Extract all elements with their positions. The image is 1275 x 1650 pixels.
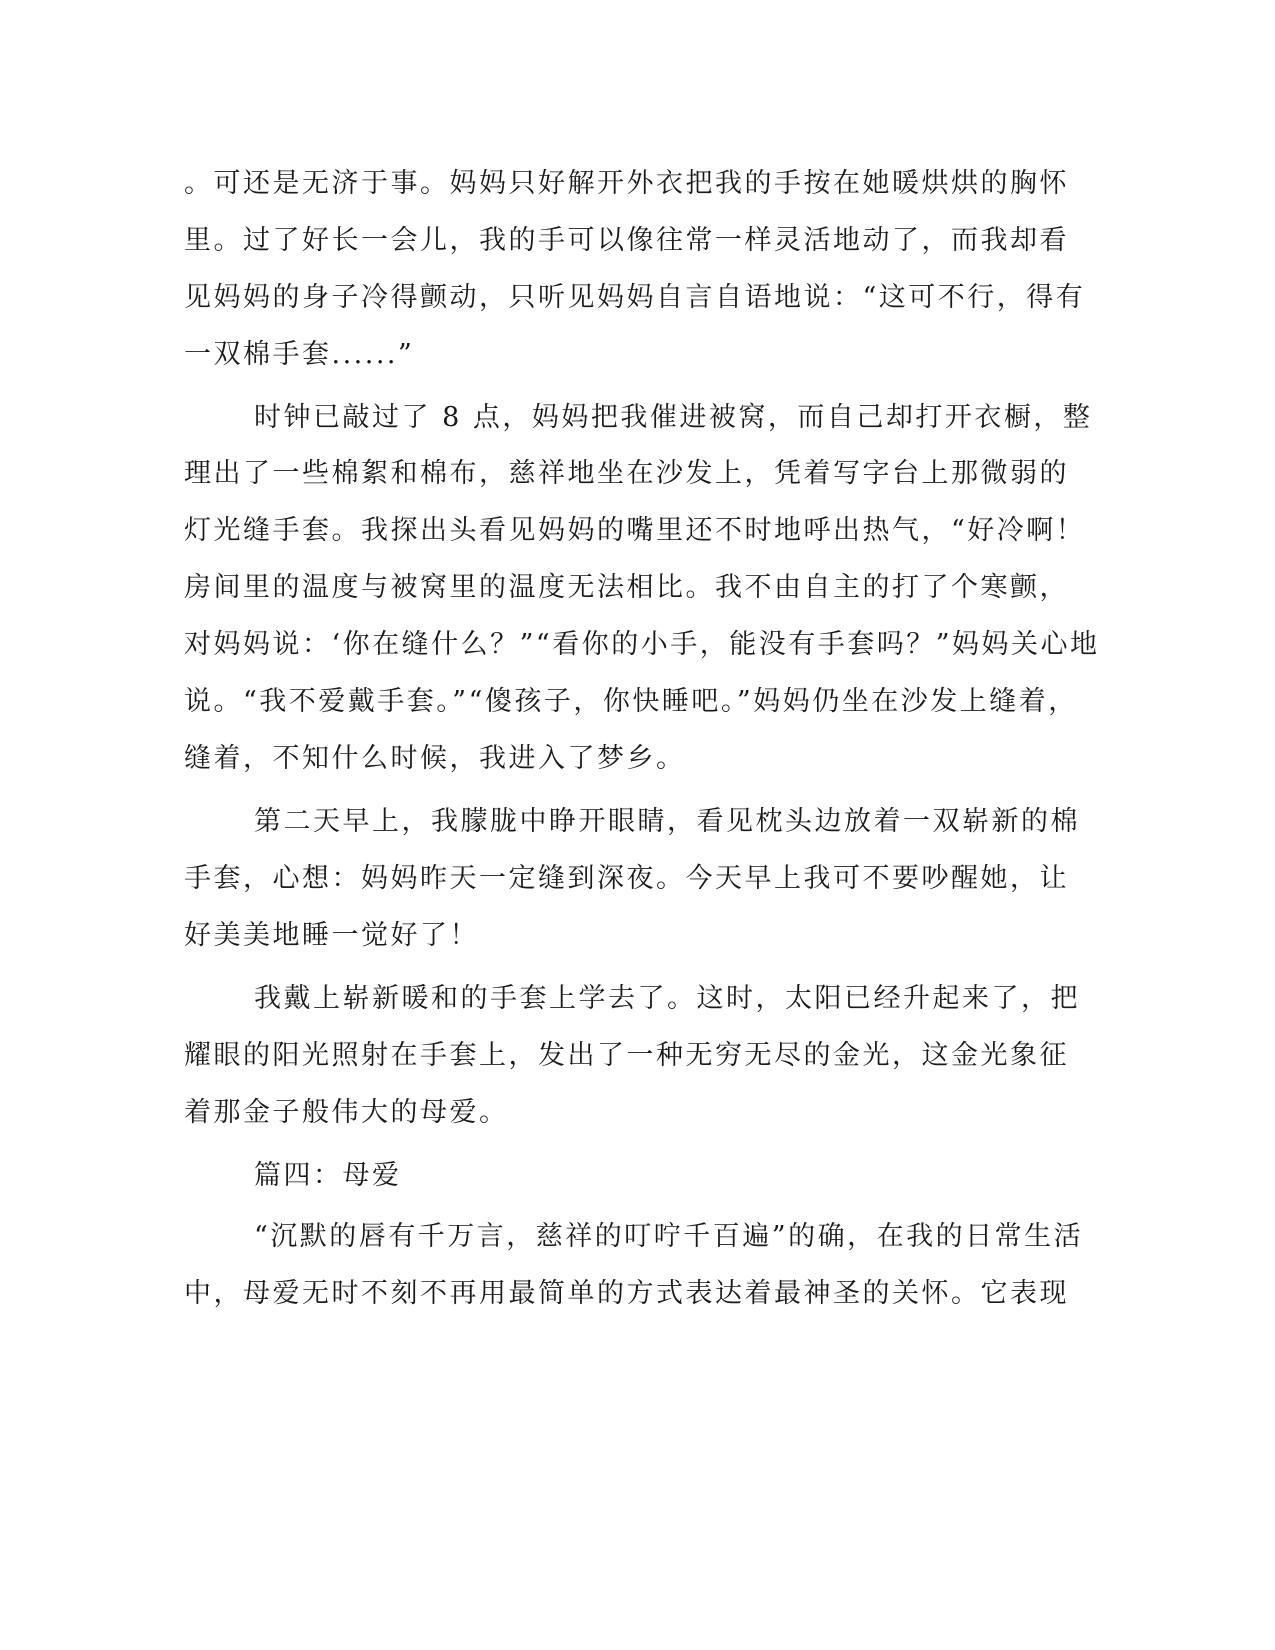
paragraph-start-line: 时钟已敲过了 8 点，妈妈把我催进被窝，而自己却打开衣橱，整 [254, 402, 1093, 433]
text-line: 房间里的温度与被窝里的温度无法相比。我不由自主的打了个寒颤， [184, 572, 1069, 603]
paragraph-start-line: “沉默的唇有千万言，慈祥的叮咛千百遍”的确，在我的日常生活 [254, 1221, 1084, 1252]
paragraph-start-line: 我戴上崭新暖和的手套上学去了。这时，太阳已经升起来了，把 [254, 983, 1080, 1014]
text-line: 灯光缝手套。我探出头看见妈妈的嘴里还不时地呼出热气，“好冷啊！ [184, 515, 1086, 546]
text-line: 着那金子般伟大的母爱。 [184, 1097, 509, 1128]
paragraph-start-line: 第二天早上，我朦胧中睁开眼睛，看见枕头边放着一双崭新的棉 [254, 806, 1080, 837]
text-line: 见妈妈的身子冷得颤动，只听见妈妈自言自语地说：“这可不行，得有 [184, 282, 1086, 313]
text-line: 说。“我不爱戴手套。”“傻孩子，你快睡吧。”妈妈仍坐在沙发上缝着， [184, 686, 1078, 717]
text-line: 一双棉手套......” [184, 339, 415, 370]
text-line: 手套，心想：妈妈昨天一定缝到深夜。今天早上我可不要吵醒她，让 [184, 863, 1069, 894]
text-line: 里。过了好长一会儿，我的手可以像往常一样灵活地动了，而我却看 [184, 225, 1069, 256]
text-line: 对妈妈说：‘你在缝什么？”“看你的小手，能没有手套吗？”妈妈关心地 [184, 629, 1100, 660]
text-line: 耀眼的阳光照射在手套上，发出了一种无穷无尽的金光，这金光象征 [184, 1040, 1069, 1071]
text-line: 中，母爱无时不刻不再用最简单的方式表达着最神圣的关怀。它表现 [184, 1278, 1069, 1309]
text-line: 缝着，不知什么时候，我进入了梦乡。 [184, 743, 686, 774]
text-line: 理出了一些棉絮和棉布，慈祥地坐在沙发上，凭着写字台上那微弱的 [184, 458, 1069, 489]
text-line: 。可还是无济于事。妈妈只好解开外衣把我的手按在她暖烘烘的胸怀 [184, 168, 1069, 199]
text-line: 好美美地睡一觉好了！ [184, 920, 479, 951]
section-heading: 篇四：母爱 [254, 1160, 402, 1191]
